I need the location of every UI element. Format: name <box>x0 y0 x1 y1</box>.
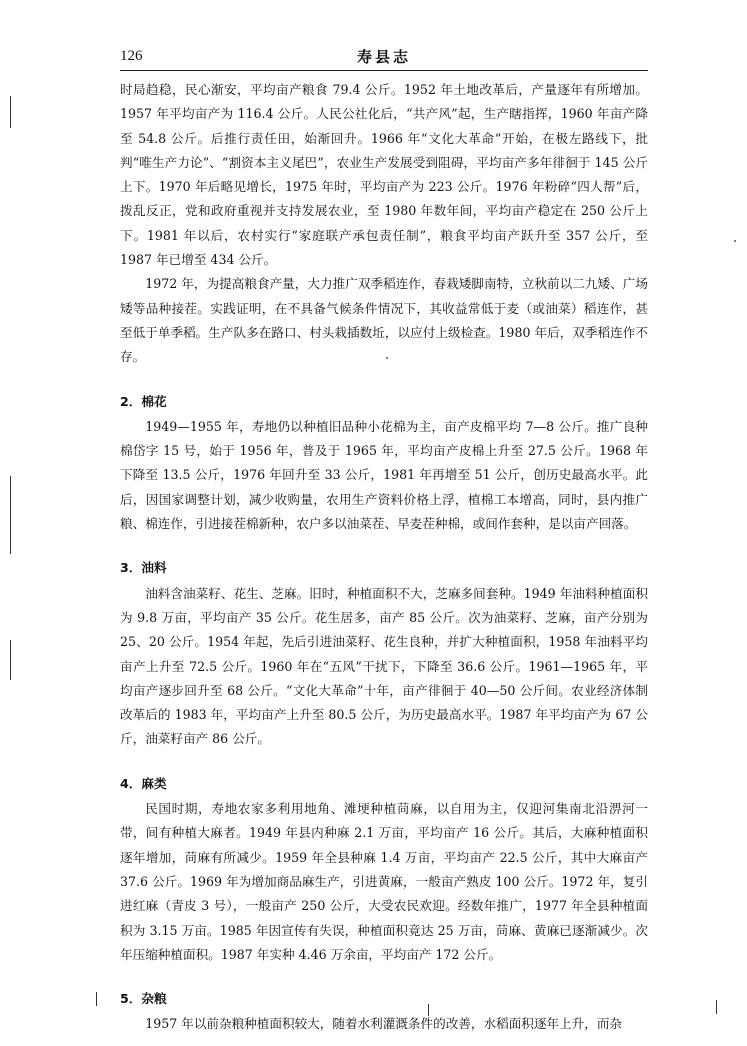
scan-mark-left-top <box>10 96 11 128</box>
scan-mark-bottom-left <box>96 992 97 1006</box>
book-title: 寿县志 <box>356 48 411 66</box>
scan-mark-left-bottom <box>10 640 11 680</box>
scan-speck <box>734 240 736 242</box>
section-heading-grain: 5．杂粮 <box>120 991 167 1007</box>
section-text-cotton: 1949—1955 年，寿地仍以种植旧品种小花棉为主，亩产皮棉平均 7—8 公斤。推广良种棉岱字 15 号，始于 1956 年，普及于 1965 年，平均亩产皮棉上升至 27.5 公斤。1968 年下降至 13.5 公斤，1976 年回升至 33 公斤，1981 年再增至 51 公斤，创历史最高水平。此后，因国家调整计划，减少收购量，农用生产资料价格上浮，植棉工本增高，同时，县内推广粮、棉连作，引进接茬棉新种，农户多以油菜茬、早麦茬种棉，或间作套种，是以亩产回落。 <box>120 418 648 532</box>
page-number: 126 <box>120 48 143 64</box>
section-heading-hemp: 4．麻类 <box>120 775 167 791</box>
section-heading-cotton: 2．棉花 <box>120 393 167 409</box>
scan-speck <box>386 357 388 359</box>
scan-mark-bottom-center <box>428 1004 429 1016</box>
paragraph-grain-yield: 时局趋稳，民心渐安，平均亩产粮食 79.4 公斤。1952 年土地改革后，产量逐年有所增加。1957 年平均亩产为 116.4 公斤。人民公社化后，“共产风”起，生产瞎指挥，1960 年亩产降至 54.8 公斤。后推行责任田，始渐回升。1966 年“文化大革命”开始，在极左路线下，批判“唯生产力论”、“割资本主义尾巴”，农业生产发展受到阻碍，平均亩产多年徘徊于 145 公斤上下。1970 年后略见增长，1975 年时，平均亩产为 223 公斤。1976 年粉碎“四人帮”后，拨乱反正，党和政府重视并支持发展农业，至 1980 年数年间，平均亩产稳定在 250 公斤上下。1981 年以后，农村实行“家庭联产承包责任制”，粮食平均亩产跃升至 357 公斤，至 1987 年已增至 434 公斤。 <box>120 82 648 268</box>
page-header <box>120 46 648 71</box>
scan-mark-left-middle <box>10 476 11 554</box>
scan-mark-bottom-right <box>716 1000 717 1014</box>
section-text-grain: 1957 年以前杂粮种植面积较大，随着水利灌溉条件的改善，水稻面积逐年上升，而杂 <box>145 1016 623 1032</box>
section-heading-oil: 3．油料 <box>120 560 167 576</box>
section-text-hemp: 民国时期，寿地农家多利用地角、滩埂种植苘麻，以自用为主，仅迎河集南北沿淠河一带，间有种植大麻者。1949 年县内种麻 2.1 万亩，平均亩产 16 公斤。其后，大麻种植面积逐年增加，苘麻有所减少。1959 年全县种麻 1.4 万亩，平均亩产 22.5 公斤，其中大麻亩产 37.6 公斤。1969 年为增加商品麻生产，引进黄麻，一般亩产熟皮 100 公斤。1972 年，复引进红麻（青皮 3 号），一般亩产 250 公斤，大受农民欢迎。经数年推广，1977 年全县种植面积为 3.15 万亩。1985 年因宣传有失误，种植面积竟达 25 万亩，苘麻、黄麻已逐渐减少。次年压缩种植面积。1987 年实种 4.46 万余亩，平均亩产 172 公斤。 <box>120 801 648 962</box>
page-body <box>120 78 648 1037</box>
section-text-oil: 油料含油菜籽、花生、芝麻。旧时，种植面积不大，芝麻多间套种。1949 年油料种植面积为 9.8 万亩，平均亩产 35 公斤。花生居多，亩产 85 公斤。次为油菜籽、芝麻，亩产分别为 25、20 公斤。1954 年起，先后引进油菜籽、花生良种，并扩大种植面积，1958 年油料平均亩产上升至 72.5 公斤。1960 年在“五风”干扰下，下降至 36.6 公斤。1961—1965 年，平均亩产逐步回升至 68 公斤。“文化大革命”十年，亩产徘徊于 40—50 公斤间。农业经济体制改革后的 1983 年，平均亩产上升至 80.5 公斤，为历史最高水平。1987 年平均亩产为 67 公斤，油菜籽亩产 86 公斤。 <box>120 585 648 747</box>
paragraph-double-rice: 1972 年，为提高粮食产量，大力推广双季稻连作，春栽矮脚南特，立秋前以二九矮、广场矮等品种接茬。实践证明，在不具备气候条件情况下，其收益常低于麦（或油菜）稻连作，甚至低于单季稻。生产队多在路口、村头栽插数坵，以应付上级检查。1980 年后，双季稻连作不存。 <box>120 276 648 365</box>
